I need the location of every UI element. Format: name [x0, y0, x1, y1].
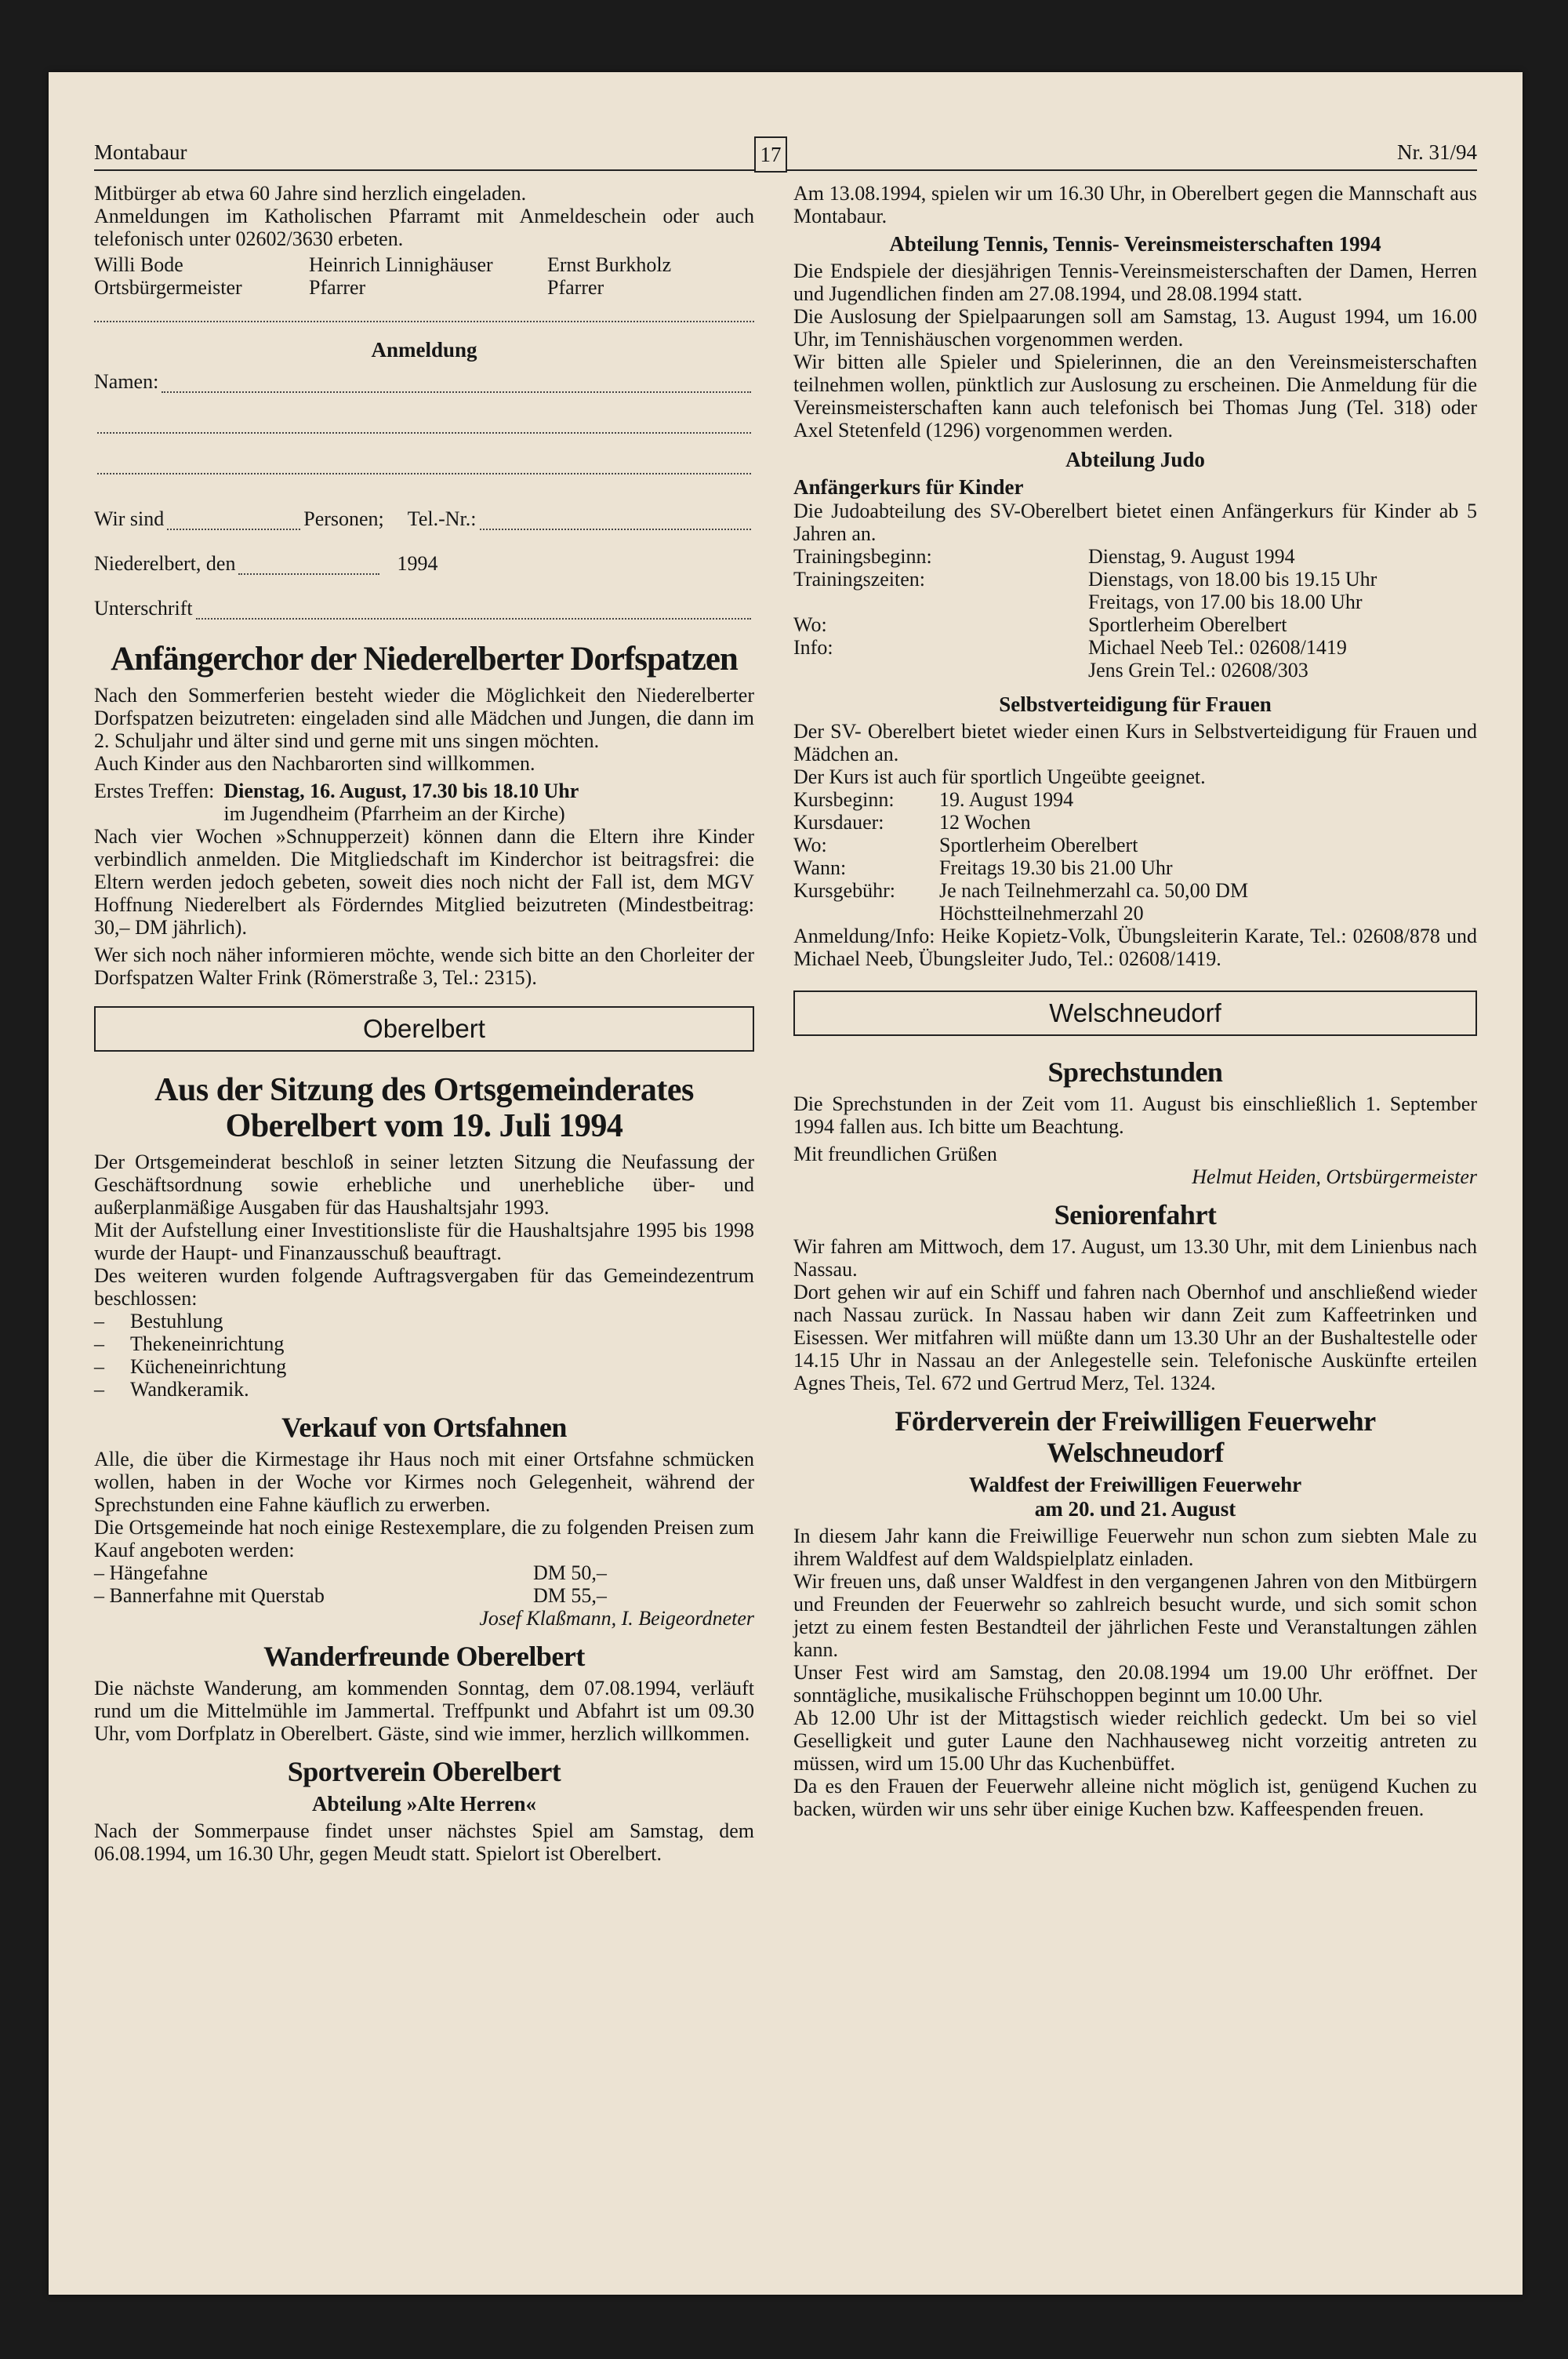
- fire-text: Ab 12.00 Uhr ist der Mittagstisch wieder reichlich gedeckt. Um bei so viel Geselligkeit und guter Laune den Nachhauseweg nicht vorzeitig antreten zu müssen, wird um 15.00 Uhr das Kuchenbüffet.: [793, 1707, 1477, 1775]
- signature-field[interactable]: [196, 601, 751, 620]
- detail-key: Wann:: [793, 856, 847, 879]
- fire-title: [793, 1405, 1477, 1468]
- price-item: – Hängefahne: [94, 1561, 209, 1584]
- persons-suffix: Personen;: [303, 507, 384, 530]
- tennis-text: Die Endspiele der diesjährigen Tennis-Vereinsmeisterschaften der Damen, Herren und Jugendlichen finden am 27.08.1994, und 28.08.1994 statt.: [793, 260, 1477, 305]
- meeting-label: Erstes Treffen:: [94, 780, 215, 802]
- selfdefense-details: [793, 788, 1477, 925]
- detail-row: [793, 568, 1477, 613]
- sport-text: Nach der Sommerpause findet unser nächstes Spiel am Samstag, dem 06.08.1994, um 16.30 Uhr, gegen Meudt statt. Spielort ist Oberelbert.: [94, 1819, 754, 1865]
- persons-row: [94, 507, 754, 530]
- choir-text: Nach den Sommerferien besteht wieder die Möglichkeit den Niederelberter Dorfspatzen beizutreten: eingeladen sind alle Mädchen und Jungen, die dann im 2. Schuljahr und älter sind und gerne mit uns singen möchten.: [94, 684, 754, 752]
- fire-text: Da es den Frauen der Feuerwehr alleine nicht möglich ist, genügend Kuchen zu backen, würden wir uns sehr über einige Kuchen bzw. Kaffeespenden freuen.: [793, 1775, 1477, 1820]
- judo-subtitle: Anfängerkurs für Kinder: [793, 475, 1024, 499]
- selfdefense-contact: Anmeldung/Info: Heike Kopietz-Volk, Übungsleiterin Karate, Tel.: 02608/878 und Michael Neeb, Übungsleiter Judo, Tel.: 02608/1419.: [793, 925, 1477, 970]
- signature-label: Unterschrift: [94, 597, 193, 620]
- selfdefense-text: Der SV- Oberelbert bietet wieder einen Kurs in Selbstverteidigung für Frauen und Mädchen an.: [793, 720, 1477, 765]
- hiking-text: Die nächste Wanderung, am kommenden Sonntag, dem 07.08.1994, verläuft rund um die Mittelmühle im Jammertal. Treffpunkt und Abfahrt ist um 09.30 Uhr, vom Dorfplatz in Oberelbert. Gäste, sind wie immer, herzlich willkommen.: [94, 1677, 754, 1745]
- detail-key: Wo:: [793, 834, 827, 856]
- judo-text: Die Judoabteilung des SV-Oberelbert bietet einen Anfängerkurs für Kinder ab 5 Jahren an.: [793, 500, 1477, 545]
- choir-meeting: [94, 780, 754, 825]
- choir-text: Wer sich noch näher informieren möchte, wende sich bitte an den Chorleiter der Dorfspatzen Walter Frink (Römerstraße 3, Tel.: 2315).: [94, 943, 754, 989]
- detail-value: Michael Neeb Tel.: 02608/1419: [1088, 636, 1347, 659]
- date-row: [94, 552, 754, 575]
- detail-key: Kursgebühr:: [793, 879, 895, 902]
- registration-form: [94, 338, 754, 620]
- list-item-text: Bestuhlung: [130, 1310, 223, 1332]
- detail-value: Höchstteilnehmerzahl 20: [939, 902, 1144, 925]
- form-title: Anmeldung: [371, 338, 477, 362]
- fire-subtitle-line: Waldfest der Freiwilligen Feuerwehr: [968, 1473, 1302, 1496]
- detail-row: [793, 811, 1477, 834]
- date-field[interactable]: [238, 556, 379, 575]
- judo-details: [793, 545, 1477, 682]
- names-field[interactable]: [162, 374, 751, 393]
- list-item-text: Thekeneinrichtung: [130, 1332, 285, 1355]
- detail-key: Wo:: [793, 613, 827, 636]
- names-label: Namen:: [94, 370, 159, 393]
- fire-text: Unser Fest wird am Samstag, den 20.08.1994 um 19.00 Uhr eröffnet. Der sonntägliche, musikalische Frühschoppen beginnt um 10.00 Uhr.: [793, 1661, 1477, 1707]
- signer-name: Ernst Burkholz: [547, 253, 672, 276]
- list-item-text: Wandkeramik.: [130, 1378, 249, 1401]
- left-column: [94, 182, 754, 1870]
- flags-signature: Josef Klaßmann, I. Beigeordneter: [479, 1607, 754, 1630]
- price-row: [94, 1584, 754, 1607]
- detail-key: Kursbeginn:: [793, 788, 895, 811]
- detail-value: Jens Grein Tel.: 02608/303: [1088, 659, 1308, 682]
- meeting-place: im Jugendheim (Pfarrheim an der Kirche): [223, 802, 565, 825]
- flags-text: Die Ortsgemeinde hat noch einige Restexemplare, die zu folgenden Preisen zum Kauf angeboten werden:: [94, 1516, 754, 1561]
- council-text: Mit der Aufstellung einer Investitionsliste für die Haushaltsjahre 1995 bis 1998 wurde der Haupt- und Finanzausschuß beauftragt.: [94, 1219, 754, 1264]
- signer-name: Heinrich Linnighäuser: [309, 253, 493, 276]
- detail-value: 12 Wochen: [939, 811, 1031, 834]
- price-value: DM 50,–: [533, 1561, 607, 1584]
- newspaper-page: [49, 72, 1523, 2295]
- council-title: [94, 1072, 754, 1144]
- fire-title-line: Welschneudorf: [1047, 1437, 1224, 1468]
- detail-row: [793, 856, 1477, 879]
- council-list: [94, 1310, 754, 1401]
- signers: [94, 253, 754, 299]
- detail-row: [793, 545, 1477, 568]
- sport-subtitle: Abteilung »Alte Herren«: [312, 1792, 536, 1816]
- detail-values: [939, 879, 1477, 925]
- tennis-title: Abteilung Tennis, Tennis- Vereinsmeisterschaften 1994: [889, 232, 1381, 256]
- detail-value: 19. August 1994: [939, 788, 1074, 811]
- detail-row: [793, 613, 1477, 636]
- list-item: – Wandkeramik.: [94, 1378, 249, 1401]
- fire-text: In diesem Jahr kann die Freiwillige Feuerwehr nun schon zum siebten Male zu ihrem Waldfest auf dem Waldspielplatz einladen.: [793, 1525, 1477, 1570]
- names-row-2: [94, 415, 754, 434]
- fire-title-line: Förderverein der Freiwilligen Feuerwehr: [895, 1405, 1376, 1437]
- council-title-line: Aus der Sitzung des Ortsgemeinderates: [154, 1072, 694, 1108]
- names-field[interactable]: [97, 415, 751, 434]
- signer-role: Pfarrer: [547, 276, 604, 299]
- signer: [301, 253, 516, 299]
- council-text: Der Ortsgemeinderat beschloß in seiner letzten Sitzung die Neufassung der Geschäftsordnung sowie erhebliche und unerhebliche über- und außerplanmäßige Ausgaben für das Haushaltsjahr 1993.: [94, 1150, 754, 1219]
- selfdefense-text: Der Kurs ist auch für sportlich Ungeübte geeignet.: [793, 765, 1206, 788]
- list-item: – Bestuhlung: [94, 1310, 223, 1332]
- detail-value: Dienstags, von 18.00 bis 19.15 Uhr: [1088, 568, 1377, 591]
- intro-line: Mitbürger ab etwa 60 Jahre sind herzlich eingeladen.: [94, 182, 527, 205]
- detail-row: [793, 788, 1477, 811]
- signature-row: [94, 597, 754, 620]
- right-column: [793, 182, 1477, 1820]
- detail-value: Sportlerheim Oberelbert: [939, 834, 1138, 856]
- persons-prefix: Wir sind: [94, 507, 165, 530]
- fire-text: Wir freuen uns, daß unser Waldfest in den vergangenen Jahren von den Mitbürgern und Freunden der Feuerwehr so zahlreich besucht wurde, und sich somit schon jetzt zu einem festen Bestandteil der jährlichen Feste und Veranstaltungen zählen kann.: [793, 1570, 1477, 1661]
- names-field[interactable]: [97, 456, 751, 474]
- price-item: – Bannerfahne mit Querstab: [94, 1584, 325, 1607]
- selfdefense-title: Selbstverteidigung für Frauen: [999, 692, 1272, 716]
- office-text: Die Sprechstunden in der Zeit vom 11. August bis einschließlich 1. September 1994 fallen aus. Ich bitte um Beachtung.: [793, 1092, 1477, 1138]
- tennis-text: Die Auslosung der Spielpaarungen soll am Samstag, 13. August 1994, um 16.00 Uhr, im Tennishäuschen vorgenommen werden.: [793, 305, 1477, 351]
- names-row: [94, 370, 754, 393]
- sport-title: Sportverein Oberelbert: [287, 1756, 561, 1787]
- names-row-3: [94, 456, 754, 474]
- meeting-date: Dienstag, 16. August, 17.30 bis 18.10 Uhr: [223, 780, 579, 802]
- council-text: Des weiteren wurden folgende Auftragsvergaben für das Gemeindezentrum beschlossen:: [94, 1264, 754, 1310]
- detail-key: Trainingsbeginn:: [793, 545, 932, 568]
- detail-key: Kursdauer:: [793, 811, 884, 834]
- detail-values: [1088, 636, 1477, 682]
- sport-continued: Am 13.08.1994, spielen wir um 16.30 Uhr, in Oberelbert gegen die Mannschaft aus Montabaur.: [793, 182, 1477, 227]
- choir-title: Anfängerchor der Niederelberter Dorfspatzen: [111, 641, 738, 678]
- fire-subtitle-line: am 20. und 21. August: [1034, 1497, 1236, 1521]
- signer: [94, 253, 301, 299]
- detail-value: Freitags, von 17.00 bis 18.00 Uhr: [1088, 591, 1363, 613]
- tel-label: Tel.-Nr.:: [407, 507, 477, 530]
- price-row: [94, 1561, 754, 1584]
- signer: [516, 253, 754, 299]
- persons-count-field[interactable]: [167, 511, 300, 530]
- detail-value: Sportlerheim Oberelbert: [1088, 613, 1287, 636]
- seniors-text: Dort gehen wir auf ein Schiff und fahren nach Obernhof und anschließend wieder nach Nassau zurück. In Nassau haben wir dann Zeit zum Kaffeetrinken und Eisessen. Wer mitfahren will müßte dann um 13.30 Uhr an der Bushaltestelle oder 14.15 Uhr in Nassau an der Anlegestelle sein. Telefonische Auskünfte erteilen Agnes Theis, Tel. 672 und Gertrud Merz, Tel. 1324.: [793, 1281, 1477, 1394]
- office-greeting: Mit freundlichen Grüßen: [793, 1143, 997, 1165]
- signer-name: Willi Bode: [94, 253, 183, 276]
- tel-field[interactable]: [480, 511, 752, 530]
- detail-value: Freitags 19.30 bis 21.00 Uhr: [939, 856, 1173, 879]
- detail-values: [1088, 568, 1477, 613]
- signer-role: Ortsbürgermeister: [94, 276, 242, 299]
- section-header-welschneudorf: Welschneudorf: [793, 990, 1477, 1036]
- page-header: [94, 135, 1477, 171]
- price-value: DM 55,–: [533, 1584, 607, 1607]
- section-header-oberelbert: Oberelbert: [94, 1006, 754, 1052]
- judo-title: Abteilung Judo: [1065, 448, 1205, 471]
- form-year: 1994: [397, 552, 438, 575]
- issue-number: Nr. 31/94: [1396, 140, 1477, 164]
- intro-registration: Anmeldungen im Katholischen Pfarramt mit Anmeldeschein oder auch telefonisch unter 02602/3630 erbeten.: [94, 205, 754, 250]
- separator-dotted: [94, 299, 754, 322]
- detail-row: [793, 636, 1477, 682]
- office-signature: Helmut Heiden, Ortsbürgermeister: [1192, 1165, 1477, 1188]
- detail-key: Trainingszeiten:: [793, 568, 926, 591]
- fire-subtitle: [793, 1473, 1477, 1521]
- choir-text: Auch Kinder aus den Nachbarorten sind willkommen.: [94, 752, 535, 775]
- seniors-text: Wir fahren am Mittwoch, dem 17. August, um 13.30 Uhr, mit dem Linienbus nach Nassau.: [793, 1235, 1477, 1281]
- tennis-text: Wir bitten alle Spieler und Spielerinnen, die an den Vereinsmeisterschaften teilnehmen wollen, pünktlich zur Auslosung zu erscheinen. Die Anmeldung für die Vereinsmeisterschaften kann auch telefonisch bei Thomas Jung (Tel. 318) oder Axel Stetenfeld (1296) vorgenommen werden.: [793, 351, 1477, 442]
- choir-text: Nach vier Wochen »Schnupperzeit) können dann die Eltern ihre Kinder verbindlich anmelden. Die Mitgliedschaft im Kinderchor ist beitragsfrei: die Eltern werden jedoch gebeten, soweit dies noch nicht der Fall ist, dem MGV Hoffnung Niederelbert als Förderndes Mitglied beizutreten (Mindestbeitrag: 30,– DM jährlich).: [94, 825, 754, 939]
- header-town: Montabaur: [94, 140, 187, 164]
- meeting-details: [223, 780, 754, 825]
- detail-key: Info:: [793, 636, 833, 659]
- place-label: Niederelbert, den: [94, 552, 236, 575]
- seniors-title: Seniorenfahrt: [1054, 1199, 1217, 1230]
- detail-value: Je nach Teilnehmerzahl ca. 50,00 DM: [939, 879, 1249, 902]
- detail-row: [793, 834, 1477, 856]
- flags-text: Alle, die über die Kirmestage ihr Haus noch mit einer Ortsfahne schmücken wollen, haben in der Woche vor Kirmes noch Gelegenheit, während der Sprechstunden eine Fahne käuflich zu erwerben.: [94, 1448, 754, 1516]
- signer-role: Pfarrer: [309, 276, 366, 299]
- office-title: Sprechstunden: [1047, 1056, 1223, 1088]
- hiking-title: Wanderfreunde Oberelbert: [263, 1641, 585, 1672]
- page-number: 17: [754, 136, 787, 173]
- council-title-line: Oberelbert vom 19. Juli 1994: [225, 1108, 623, 1144]
- detail-row: [793, 879, 1477, 925]
- list-item: – Kücheneinrichtung: [94, 1355, 287, 1378]
- detail-value: Dienstag, 9. August 1994: [1088, 545, 1295, 568]
- list-item: – Thekeneinrichtung: [94, 1332, 285, 1355]
- list-item-text: Kücheneinrichtung: [130, 1355, 287, 1378]
- flags-title: Verkauf von Ortsfahnen: [281, 1412, 567, 1443]
